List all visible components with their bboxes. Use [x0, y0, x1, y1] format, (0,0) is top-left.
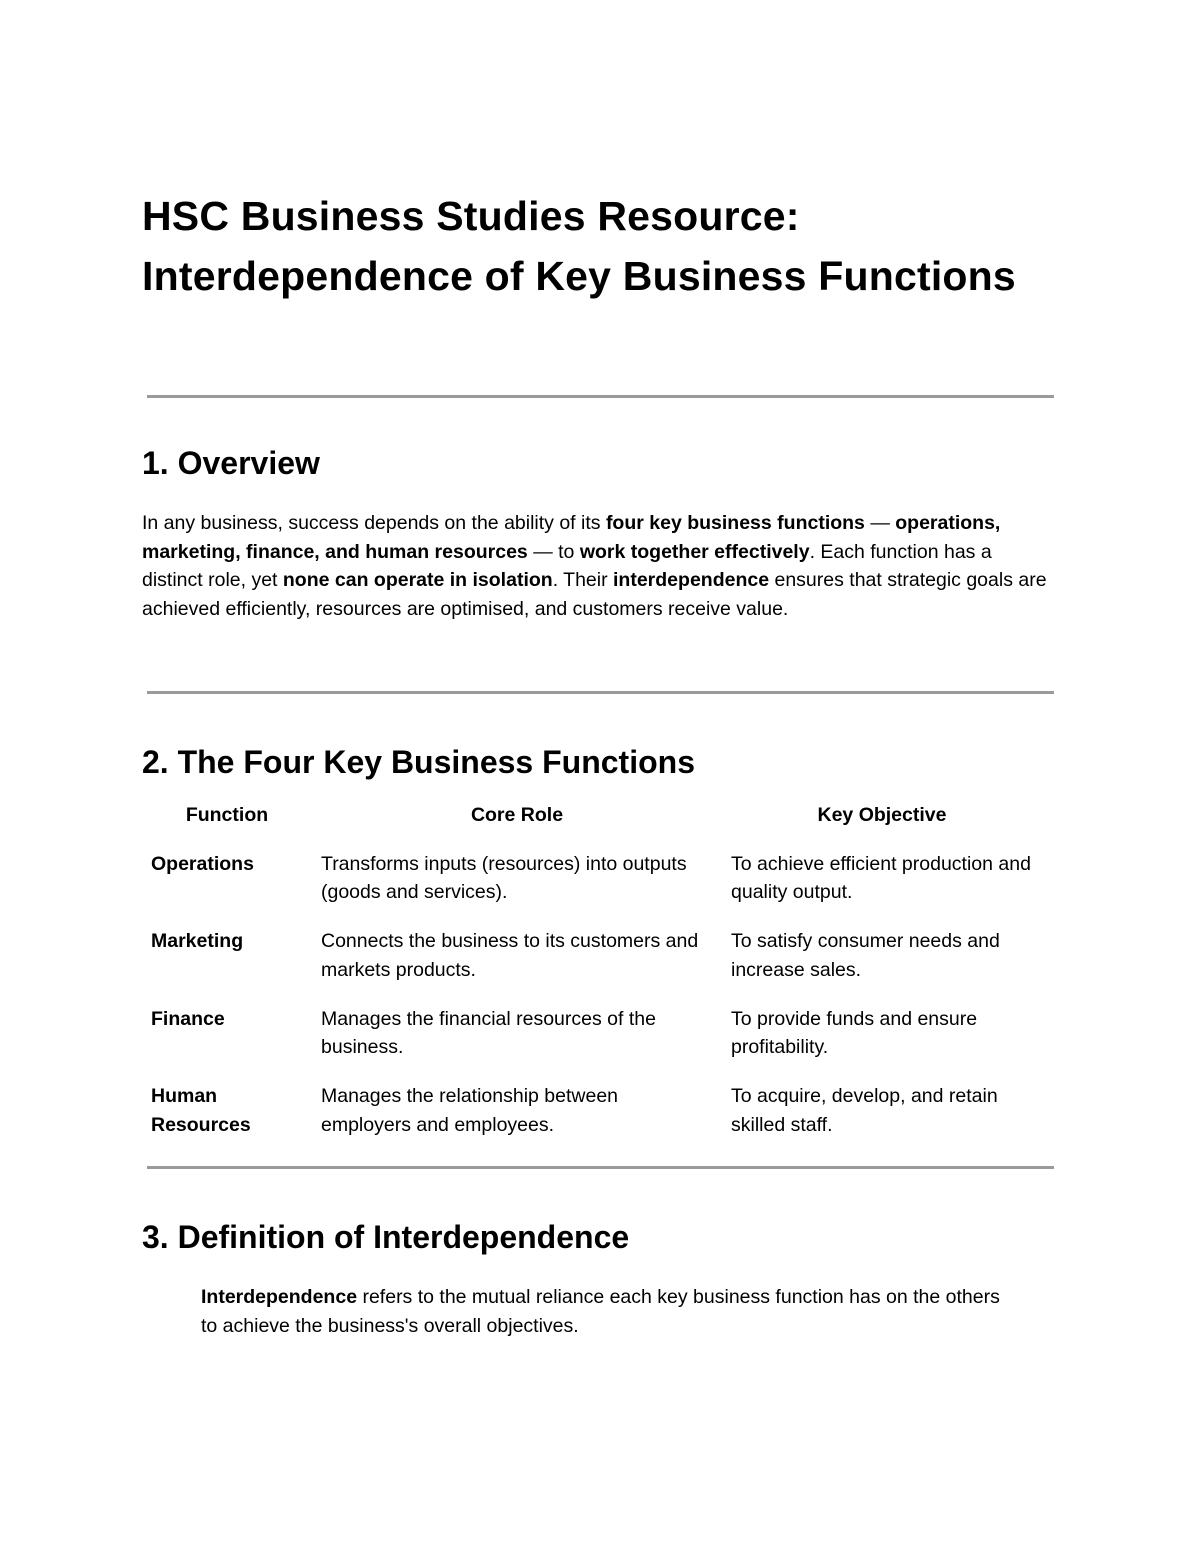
column-header-function: Function [185, 804, 269, 826]
function-name: Operations [151, 852, 254, 875]
functions-table [142, 798, 1042, 1159]
overview-text: — to [527, 540, 580, 563]
overview-heading: 1. Overview [142, 445, 320, 481]
definition-paragraph [201, 1283, 1001, 1340]
objective-cell: To acquire, develop, and retain skilled staff. [731, 1084, 998, 1136]
definition-text: refers to the mutual reliance each key business function has on the others to achieve the business's overall objectives. [201, 1286, 1000, 1337]
objective-cell: To provide funds and ensure profitability. [731, 1007, 978, 1059]
section-divider [147, 395, 1054, 398]
section-divider [147, 1166, 1054, 1169]
overview-emphasis: operations, marketing, finance, and human resources [142, 512, 1001, 563]
definition-heading: 3. Definition of Interdependence [142, 1219, 630, 1255]
section-divider [147, 691, 1054, 694]
column-header-core-role: Core Role [470, 804, 564, 826]
function-name: Finance [151, 1007, 225, 1030]
objective-cell: To satisfy consumer needs and increase sales. [731, 930, 1000, 981]
table-header-row [142, 798, 1042, 850]
core-role-cell: Transforms inputs (resources) into outputs (goods and services). [321, 852, 687, 904]
table-row [142, 850, 1042, 927]
overview-text: ensures that strategic goals are achieved efficiently, resources are optimised, and customers receive value. [142, 569, 1047, 621]
core-role-cell: Manages the financial resources of the business. [321, 1007, 656, 1059]
functions-heading: 2. The Four Key Business Functions [142, 744, 695, 780]
table-row [142, 1082, 1042, 1159]
table-row [142, 927, 1042, 1004]
overview-emphasis: work together effectively [579, 540, 810, 563]
table-row [142, 1005, 1042, 1082]
core-role-cell: Connects the business to its customers and markets products. [321, 930, 699, 981]
overview-text: — [864, 512, 896, 534]
overview-text: In any business, success depends on the ability of its [142, 512, 606, 534]
overview-emphasis: four key business functions [605, 512, 865, 534]
overview-paragraph [142, 509, 1047, 624]
overview-emphasis: none can operate in isolation [282, 569, 553, 592]
overview-emphasis: interdependence [613, 569, 770, 592]
objective-cell: To achieve efficient production and quality output. [731, 852, 1031, 904]
column-header-key-objective: Key Objective [817, 804, 947, 826]
overview-text: . Each function has a distinct role, yet [142, 540, 992, 592]
function-name: Human Resources [151, 1084, 251, 1136]
function-name: Marketing [151, 930, 244, 953]
overview-text: . Their [552, 569, 614, 592]
core-role-cell: Manages the relationship between employers and employees. [321, 1084, 619, 1136]
document-title: HSC Business Studies Resource: Interdependence of Key Business Functions [142, 193, 1016, 299]
definition-term: Interdependence [201, 1286, 358, 1308]
